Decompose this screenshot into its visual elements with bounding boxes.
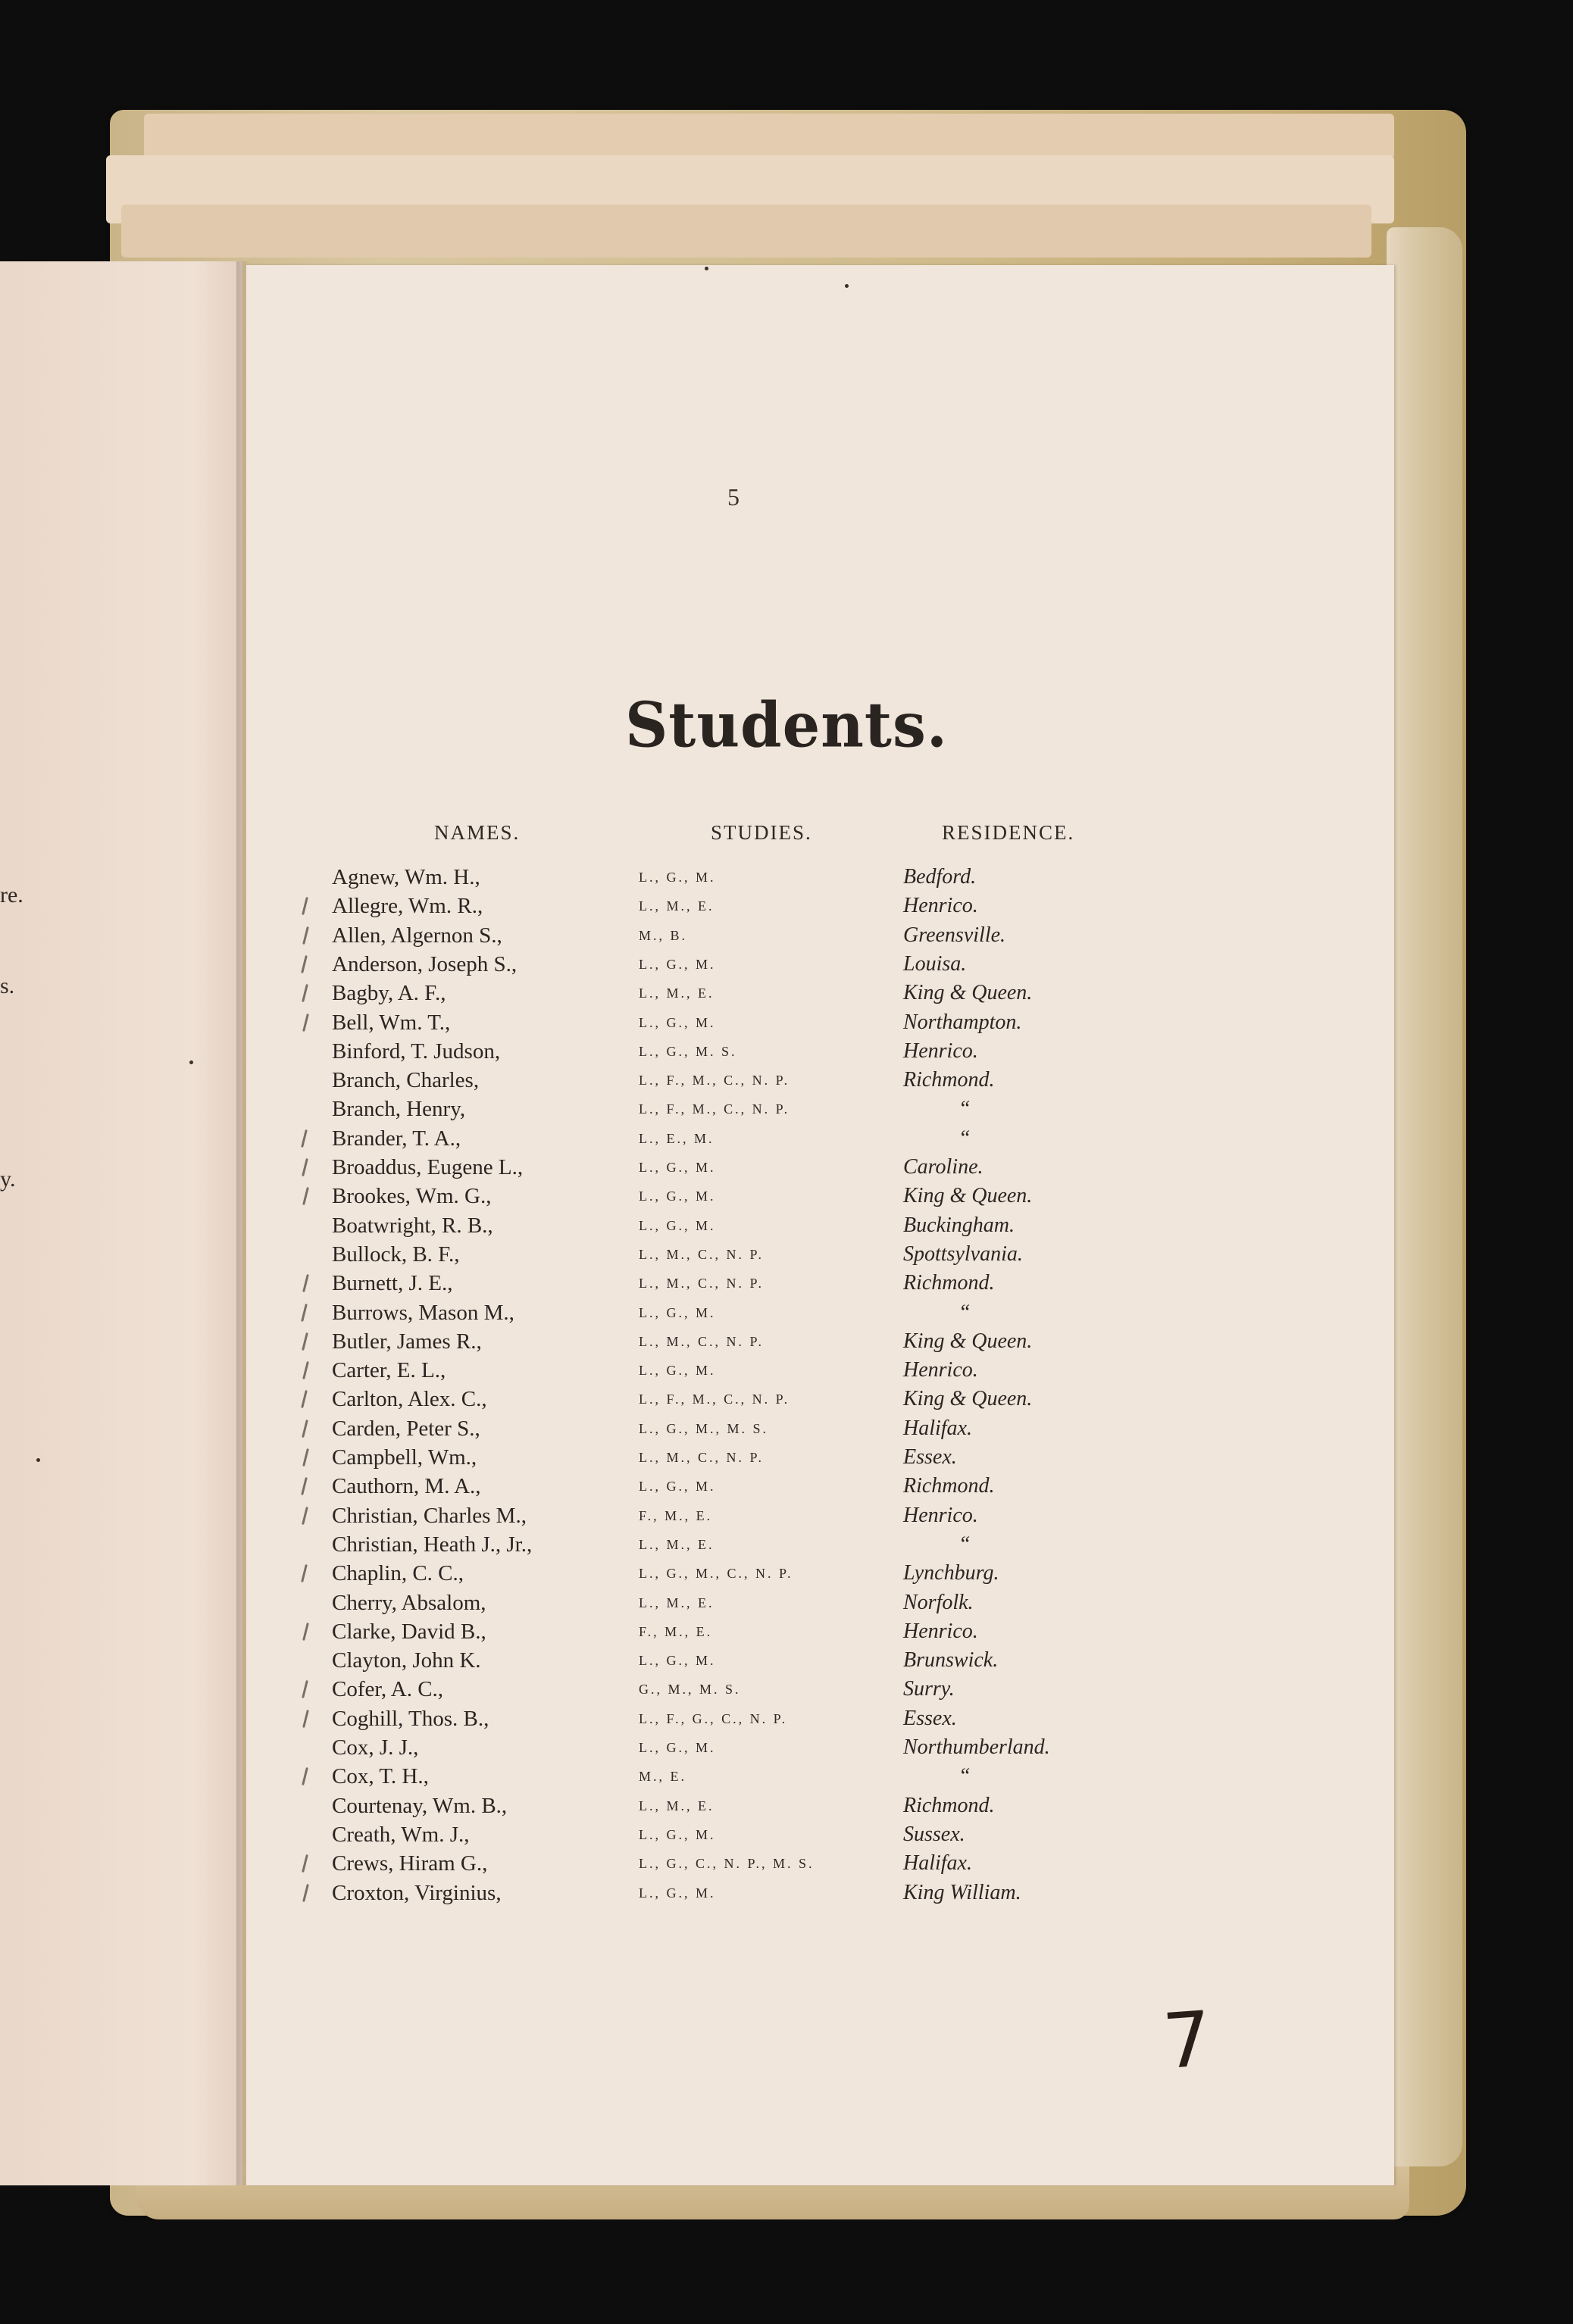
pencil-tick-mark <box>302 1158 308 1176</box>
student-residence: Richmond. <box>903 1068 995 1092</box>
student-name: Crews, Hiram G., <box>332 1851 488 1876</box>
student-residence: Richmond. <box>903 1794 995 1817</box>
student-row <box>0 1097 1573 1126</box>
pencil-mark: 7 <box>1159 1994 1215 2087</box>
student-studies: L., M., E. <box>639 1537 715 1552</box>
student-row <box>0 1707 1573 1735</box>
student-residence: Greensville. <box>903 923 1006 947</box>
student-row <box>0 865 1573 894</box>
student-name: Boatwright, R. B., <box>332 1214 493 1238</box>
student-studies: F., M., E. <box>639 1624 713 1639</box>
student-studies: M., E. <box>639 1769 686 1784</box>
student-studies: L., M., C., N. P. <box>639 1276 765 1291</box>
student-studies: L., F., M., C., N. P. <box>639 1101 790 1117</box>
student-row <box>0 1126 1573 1155</box>
student-residence: “ <box>958 1097 971 1120</box>
student-studies: L., G., M. <box>639 870 716 885</box>
pencil-tick-mark <box>301 1477 308 1495</box>
pencil-tick-mark <box>302 1274 309 1292</box>
student-residence: Sussex. <box>903 1823 965 1846</box>
pencil-tick-mark <box>302 1884 309 1902</box>
student-name: Anderson, Joseph S., <box>332 952 518 976</box>
pencil-tick-mark <box>302 926 309 945</box>
student-name: Carden, Peter S., <box>332 1417 480 1441</box>
student-studies: L., M., C., N. P. <box>639 1334 765 1349</box>
student-name: Burnett, J. E., <box>332 1271 453 1295</box>
student-name: Brander, T. A., <box>332 1126 461 1151</box>
student-row <box>0 1504 1573 1532</box>
student-row <box>0 1794 1573 1823</box>
left-page-fragment: s. <box>0 973 15 998</box>
pencil-tick-mark <box>302 1361 309 1379</box>
student-name: Binford, T. Judson, <box>332 1039 501 1064</box>
student-row <box>0 1271 1573 1300</box>
page-edge-strip <box>144 114 1394 159</box>
student-studies: L., G., M. <box>639 1160 716 1175</box>
pencil-tick-mark <box>302 1767 308 1785</box>
pencil-tick-mark <box>302 1854 308 1873</box>
student-row <box>0 1474 1573 1503</box>
student-residence: King & Queen. <box>903 981 1033 1004</box>
student-row <box>0 1214 1573 1242</box>
student-name: Cherry, Absalom, <box>332 1591 486 1615</box>
student-name: Butler, James R., <box>332 1329 482 1354</box>
page-number: 5 <box>727 483 740 511</box>
student-row <box>0 1242 1573 1271</box>
student-name: Clarke, David B., <box>332 1620 486 1644</box>
student-row <box>0 1764 1573 1793</box>
student-name: Brookes, Wm. G., <box>332 1184 492 1208</box>
student-studies: L., G., M. <box>639 1015 716 1030</box>
student-name: Cox, J. J., <box>332 1735 419 1760</box>
student-studies: F., M., E. <box>639 1508 713 1523</box>
student-residence: Henrico. <box>903 1039 978 1063</box>
student-studies: L., F., G., C., N. P. <box>639 1711 788 1726</box>
student-residence: Henrico. <box>903 1620 978 1643</box>
student-residence: Halifax. <box>903 1851 972 1875</box>
student-studies: L., M., E. <box>639 1798 715 1813</box>
student-name: Bell, Wm. T., <box>332 1011 451 1035</box>
student-residence: Henrico. <box>903 1504 978 1527</box>
student-residence: King William. <box>903 1881 1021 1904</box>
student-name: Burrows, Mason M., <box>332 1301 514 1325</box>
student-studies: L., F., M., C., N. P. <box>639 1392 790 1407</box>
student-studies: L., G., M., C., N. P. <box>639 1566 793 1581</box>
student-name: Croxton, Virginius, <box>332 1881 502 1905</box>
pencil-tick-mark <box>301 1129 308 1148</box>
student-studies: M., B. <box>639 928 688 943</box>
column-header-residence: RESIDENCE. <box>942 821 1075 844</box>
student-residence: Buckingham. <box>903 1214 1015 1237</box>
student-studies: L., G., M. <box>639 1827 716 1842</box>
student-name: Carlton, Alex. C., <box>332 1387 487 1411</box>
page-edge-strip <box>121 205 1371 258</box>
student-residence: Surry. <box>903 1677 955 1701</box>
student-row <box>0 1881 1573 1910</box>
student-residence: “ <box>958 1532 971 1556</box>
student-residence: Henrico. <box>903 1358 978 1382</box>
student-row <box>0 1561 1573 1590</box>
ink-dot <box>705 267 708 270</box>
student-name: Allegre, Wm. R., <box>332 894 483 918</box>
student-name: Courtenay, Wm. B., <box>332 1794 508 1818</box>
student-residence: Spottsylvania. <box>903 1242 1023 1266</box>
student-name: Christian, Charles M., <box>332 1504 527 1528</box>
pencil-tick-mark <box>301 1304 308 1322</box>
student-residence: “ <box>958 1301 971 1324</box>
student-residence: Lynchburg. <box>903 1561 999 1585</box>
pencil-tick-mark <box>302 897 308 915</box>
student-residence: Halifax. <box>903 1417 972 1440</box>
student-studies: L., G., M. <box>639 1479 716 1494</box>
student-residence: Richmond. <box>903 1474 995 1498</box>
student-residence: Essex. <box>903 1445 957 1469</box>
student-row <box>0 1068 1573 1097</box>
pencil-tick-mark <box>302 1332 308 1351</box>
student-studies: L., G., M. <box>639 1189 716 1204</box>
student-residence: King & Queen. <box>903 1329 1033 1353</box>
student-studies: L., G., M. <box>639 957 716 972</box>
student-name: Branch, Charles, <box>332 1068 480 1092</box>
student-residence: Brunswick. <box>903 1648 999 1672</box>
pencil-tick-mark <box>302 1187 309 1205</box>
student-row <box>0 1648 1573 1677</box>
student-residence: Essex. <box>903 1707 957 1730</box>
student-row <box>0 923 1573 952</box>
student-name: Carter, E. L., <box>332 1358 446 1382</box>
student-studies: L., M., C., N. P. <box>639 1247 765 1262</box>
student-name: Creath, Wm. J., <box>332 1823 470 1847</box>
student-row <box>0 894 1573 923</box>
column-header-studies: STUDIES. <box>711 821 812 844</box>
student-residence: Northampton. <box>903 1011 1022 1034</box>
student-name: Coghill, Thos. B., <box>332 1707 489 1731</box>
student-residence: Louisa. <box>903 952 967 976</box>
pencil-tick-mark <box>302 1420 308 1438</box>
student-name: Cox, T. H., <box>332 1764 429 1788</box>
student-row <box>0 1011 1573 1039</box>
student-residence: “ <box>958 1126 971 1150</box>
student-name: Broaddus, Eugene L., <box>332 1155 524 1179</box>
pencil-tick-mark <box>302 1014 309 1032</box>
student-name: Bullock, B. F., <box>332 1242 460 1267</box>
pencil-tick-mark <box>302 1680 308 1698</box>
student-studies: L., G., M. <box>639 1218 716 1233</box>
student-studies: L., G., M. <box>639 1363 716 1378</box>
student-studies: L., M., E. <box>639 898 715 914</box>
pencil-tick-mark <box>302 984 308 1002</box>
student-studies: L., G., C., N. P., M. S. <box>639 1856 815 1871</box>
student-residence: Norfolk. <box>903 1591 974 1614</box>
student-studies: L., G., M. S. <box>639 1044 737 1059</box>
student-row <box>0 1358 1573 1387</box>
student-row <box>0 1851 1573 1880</box>
student-row <box>0 1735 1573 1764</box>
student-name: Christian, Heath J., Jr., <box>332 1532 533 1557</box>
student-row <box>0 1301 1573 1329</box>
student-residence: “ <box>958 1764 971 1788</box>
student-studies: G., M., M. S. <box>639 1682 741 1697</box>
pencil-tick-mark <box>302 1623 309 1641</box>
left-page-fragment: re. <box>0 882 23 907</box>
student-studies: L., G., M., M. S. <box>639 1421 769 1436</box>
pencil-tick-mark <box>302 1448 309 1467</box>
student-row <box>0 1677 1573 1706</box>
student-row <box>0 1823 1573 1851</box>
student-residence: Caroline. <box>903 1155 984 1179</box>
column-header-names: NAMES. <box>434 821 521 844</box>
pencil-tick-mark <box>301 955 308 973</box>
student-studies: L., G., M. <box>639 1305 716 1320</box>
student-name: Cauthorn, M. A., <box>332 1474 481 1498</box>
student-name: Campbell, Wm., <box>332 1445 477 1470</box>
student-studies: L., E., M. <box>639 1131 715 1146</box>
student-row <box>0 1387 1573 1416</box>
student-studies: L., M., E. <box>639 986 715 1001</box>
student-name: Cofer, A. C., <box>332 1677 444 1701</box>
student-row <box>0 1620 1573 1648</box>
student-row <box>0 1591 1573 1620</box>
page-heading: Students. <box>624 689 949 762</box>
student-row <box>0 1184 1573 1213</box>
student-residence: King & Queen. <box>903 1387 1033 1410</box>
student-row <box>0 1329 1573 1358</box>
student-studies: L., M., C., N. P. <box>639 1450 765 1465</box>
student-name: Clayton, John K. <box>332 1648 481 1673</box>
pencil-tick-mark <box>301 1564 308 1582</box>
student-name: Chaplin, C. C., <box>332 1561 464 1585</box>
student-residence: Richmond. <box>903 1271 995 1295</box>
student-studies: L., G., M. <box>639 1653 716 1668</box>
student-row <box>0 952 1573 981</box>
student-row <box>0 1039 1573 1068</box>
student-residence: Henrico. <box>903 894 978 917</box>
pencil-tick-mark <box>301 1390 308 1408</box>
student-name: Bagby, A. F., <box>332 981 446 1005</box>
student-studies: L., G., M. <box>639 1740 716 1755</box>
pencil-tick-mark <box>302 1710 309 1728</box>
student-row <box>0 1417 1573 1445</box>
student-name: Agnew, Wm. H., <box>332 865 480 889</box>
student-residence: King & Queen. <box>903 1184 1033 1207</box>
student-row <box>0 1155 1573 1184</box>
student-studies: L., F., M., C., N. P. <box>639 1073 790 1088</box>
ink-dot <box>845 284 849 288</box>
student-row <box>0 1445 1573 1474</box>
student-studies: L., M., E. <box>639 1595 715 1610</box>
student-row <box>0 981 1573 1010</box>
student-name: Branch, Henry, <box>332 1097 466 1121</box>
left-page-fragment: y. <box>0 1167 16 1192</box>
student-name: Allen, Algernon S., <box>332 923 502 948</box>
student-row <box>0 1532 1573 1561</box>
student-residence: Bedford. <box>903 865 977 889</box>
student-studies: L., G., M. <box>639 1885 716 1901</box>
pencil-tick-mark <box>302 1507 308 1525</box>
student-residence: Northumberland. <box>903 1735 1050 1759</box>
